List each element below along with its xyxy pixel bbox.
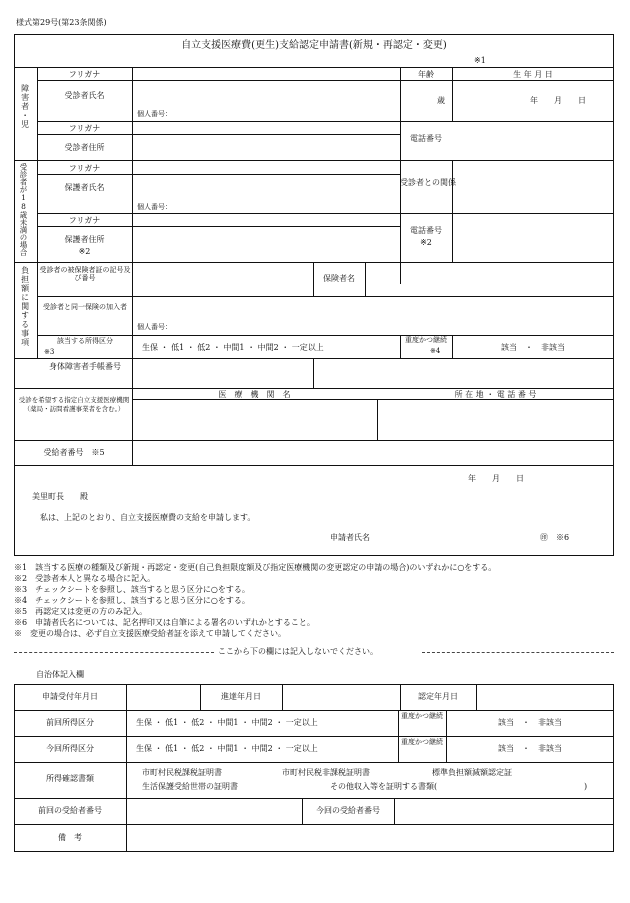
prev-income-label: 前回所得区分 xyxy=(46,718,94,727)
application-form xyxy=(14,34,614,556)
note-item: ※ 変更の場合は、必ず自立支援医療受給者証を添えて申請してください。 xyxy=(14,629,286,638)
guardian-kojin-label: 個人番号： xyxy=(137,203,172,211)
age-label: 年齢 xyxy=(418,70,434,79)
application-date[interactable]: 年 月 日 xyxy=(468,474,524,483)
forwarded-date-label: 進達年月日 xyxy=(221,692,261,701)
prev-severe-label: 重度かつ継続 xyxy=(401,712,443,720)
form-number: 様式第29号(第23条関係) xyxy=(16,18,107,27)
note-item: ※1 該当する医療の種類及び新規・再認定・変更(自己負担限度額及び指定医療機関の変更認定の申請の場合)のいずれかに○をする。 xyxy=(14,563,497,572)
burden-side-label: 負担額に関する事項 xyxy=(20,266,30,347)
patient-address-label: 受診者住所 xyxy=(64,143,105,152)
institution-name-header: 医 療 機 関 名 xyxy=(218,390,291,399)
curr-severe-options[interactable]: 該当 ・ 非該当 xyxy=(498,744,562,753)
institution-label: 受診を希望する指定自立支援医療機関（薬局・訪問看護事業者を含む。） xyxy=(18,396,130,414)
furigana-address-label: フリガナ xyxy=(68,124,101,133)
guardian-name-label: 保護者氏名 xyxy=(64,183,105,192)
insurer-label: 保険者名 xyxy=(323,274,355,283)
severe-label: 重度かつ継続 xyxy=(405,336,447,344)
approved-date-label: 認定年月日 xyxy=(418,692,458,701)
addressee: 美里町長 殿 xyxy=(32,492,88,501)
doc-other-end: ) xyxy=(584,782,588,791)
severe-options[interactable]: 該当 ・ 非該当 xyxy=(501,343,565,352)
doc-reduction[interactable]: 標準負担額減額認定証 xyxy=(432,768,512,777)
curr-recipient-label: 今回の受給者番号 xyxy=(316,806,380,815)
guardian-phone-label: 電話番号 xyxy=(410,226,442,235)
relation-label: 受診者との関係 xyxy=(400,178,456,187)
prev-recipient-label: 前回の受給者番号 xyxy=(38,806,102,815)
guardian-phone-note: ※2 xyxy=(420,238,432,247)
remarks-label: 備 考 xyxy=(58,833,82,842)
guardian-address-note: ※2 xyxy=(78,247,91,256)
applicant-name-label: 申請者氏名 xyxy=(330,533,370,542)
income-docs-label: 所得確認書類 xyxy=(46,774,94,783)
note-item: ※6 申請者氏名については、記名押印又は自筆による署名のいずれかとすること。 xyxy=(14,618,315,627)
guardian-address-label: 保護者住所 xyxy=(64,235,105,244)
doc-resident-tax[interactable]: 市町村民税課税証明書 xyxy=(142,768,222,777)
handbook-number-label: 身体障害者手帳番号 xyxy=(49,362,121,371)
insurance-number-label: 受診者の被保険者証の記号及び番号 xyxy=(39,266,131,283)
age-unit: 歳 xyxy=(437,96,445,105)
patient-kojin-label: 個人番号： xyxy=(137,110,172,118)
prev-income-options[interactable]: 生保 ・ 低1 ・ 低2 ・ 中間1 ・ 中間2 ・ 一定以上 xyxy=(136,718,318,727)
cut-line-text: ここから下の欄には記入しないでください。 xyxy=(218,647,378,656)
seal-mark: ㊞ ※6 xyxy=(540,533,570,542)
income-options[interactable]: 生保 ・ 低1 ・ 低2 ・ 中間1 ・ 中間2 ・ 一定以上 xyxy=(142,343,324,352)
furigana-label: フリガナ xyxy=(68,70,101,79)
recipient-number-label: 受給者番号 ※5 xyxy=(43,448,105,457)
guardian-side-label: 受診者が18歳未満の場合 xyxy=(19,163,28,256)
guardian-furigana2-label: フリガナ xyxy=(68,216,101,225)
same-insured-label: 受診者と同一保険の加入者 xyxy=(43,303,127,311)
birthdate-value: 年 月 日 xyxy=(530,96,586,105)
form-title: 自立支援医療費(更生)支給認定申請書(新規・再認定・変更) xyxy=(181,40,447,51)
burden-kojin-label: 個人番号： xyxy=(137,323,172,331)
institution-address-header: 所 在 地 ・ 電 話 番 号 xyxy=(454,390,537,399)
doc-welfare[interactable]: 生活保護受給世帯の証明書 xyxy=(142,782,238,791)
prev-severe-options[interactable]: 該当 ・ 非該当 xyxy=(498,718,562,727)
patient-name-label: 受診者氏名 xyxy=(64,91,105,100)
note-item: ※5 再認定又は変更の方のみ記入。 xyxy=(14,607,148,616)
doc-non-taxable[interactable]: 市町村民税非課税証明書 xyxy=(282,768,370,777)
curr-income-label: 今回所得区分 xyxy=(46,744,94,753)
patient-phone-label: 電話番号 xyxy=(410,134,442,143)
income-note: ※3 xyxy=(44,348,55,356)
curr-severe-label: 重度かつ継続 xyxy=(401,738,443,746)
received-date-label: 申請受付年月日 xyxy=(42,692,98,701)
note-item: ※2 受診者本人と異なる場合に記入。 xyxy=(14,574,156,583)
guardian-furigana-label: フリガナ xyxy=(68,164,101,173)
income-category-label: 該当する所得区分 xyxy=(57,337,113,345)
doc-other[interactable]: その他収入等を証明する書類( xyxy=(330,782,438,791)
note-item: ※3 チェックシートを参照し、該当すると思う区分に○をする。 xyxy=(14,585,250,594)
notes-list xyxy=(14,563,496,640)
birthdate-label: 生 年 月 日 xyxy=(513,70,553,79)
note-item: ※4 チェックシートを参照し、該当すると思う区分に○をする。 xyxy=(14,596,250,605)
office-section-title: 自治体記入欄 xyxy=(36,670,84,679)
title-note: ※1 xyxy=(474,56,486,65)
curr-income-options[interactable]: 生保 ・ 低1 ・ 低2 ・ 中間1 ・ 中間2 ・ 一定以上 xyxy=(136,744,318,753)
application-statement: 私は、上記のとおり、自立支援医療費の支給を申請します。 xyxy=(40,513,256,522)
patient-side-label: 障害者・児 xyxy=(20,84,30,129)
severe-note: ※4 xyxy=(430,347,441,355)
